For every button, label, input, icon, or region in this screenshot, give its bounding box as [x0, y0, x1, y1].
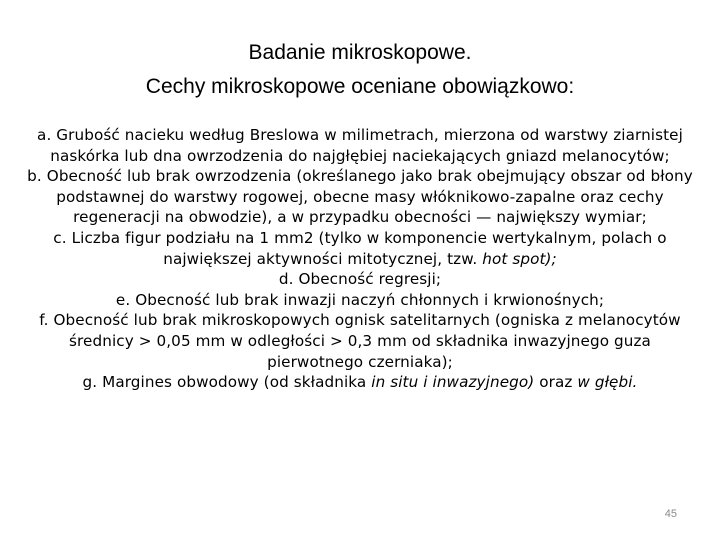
criterion-f: f. Obecność lub brak mikroskopowych ognisk satelitarnych (ogniska z melanocytów średnicy > 0,05 mm w odległości > 0,3 mm od składnika inwazyjnego guza pierwotnego czerniaka);	[39, 311, 681, 371]
criterion-c-text: c. Liczba figur podziału na 1 mm2 (tylko w komponencie wertykalnym, polach o największej aktywności mitotycznej, tzw.	[53, 228, 667, 268]
criterion-e: e. Obecność lub brak inwazji naczyń chłonnych i krwionośnych;	[115, 290, 605, 309]
criterion-d: d. Obecność regresji;	[278, 270, 442, 289]
page-number: 45	[664, 508, 677, 520]
criterion-g-italic-1: in situ i inwazyjnego)	[371, 373, 535, 392]
criterion-a: a. Grubość nacieku według Breslowa w milimetrach, mierzona od warstwy ziarnistej naskórka lub dna owrzodzenia do najgłębiej naciekających gniazd melanocytów;	[37, 126, 683, 165]
criterion-c	[22, 228, 698, 269]
criterion-b: b. Obecność lub brak owrzodzenia (określanego jako brak obejmujący obszar od błony podstawnej do warstwy rogowej, obecne masy włóknikowo-zapalne oraz cechy regeneracji na obwodzie), a w przypadku obecności — największy wymiar;	[27, 167, 693, 227]
criterion-g	[22, 372, 698, 393]
criterion-g-text-2: oraz	[534, 373, 578, 392]
criterion-c-italic: hot spot);	[482, 249, 557, 268]
criterion-g-italic-2: w głębi.	[577, 373, 638, 392]
slide-title	[0, 36, 720, 104]
criterion-g-text-1: g. Margines obwodowy (od składnika	[82, 373, 372, 392]
slide-title-line-1: Badanie mikroskopowe.	[248, 41, 472, 64]
slide-title-line-2: Cechy mikroskopowe oceniane obowiązkowo:	[145, 75, 575, 98]
criteria-list	[22, 125, 698, 393]
